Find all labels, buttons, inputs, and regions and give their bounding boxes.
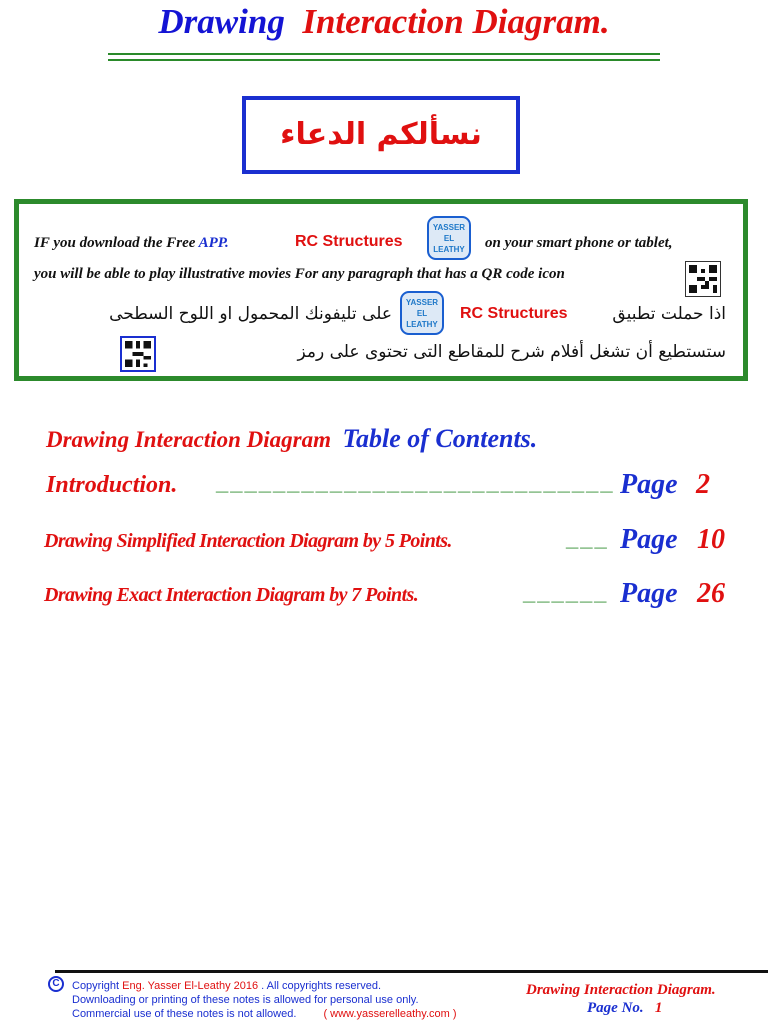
title-underline-top bbox=[108, 53, 660, 55]
footer-rule bbox=[55, 970, 768, 973]
app-word: APP. bbox=[198, 235, 229, 251]
app-notice-en-line1 bbox=[34, 235, 229, 252]
title-underline-bottom bbox=[108, 59, 660, 61]
app-icon[interactable] bbox=[427, 216, 471, 260]
app-icon-ar[interactable] bbox=[400, 291, 444, 335]
app-name-en: RC Structures bbox=[295, 233, 403, 250]
footer-author: Eng. Yasser El-Leathy 2016 bbox=[122, 980, 259, 992]
toc-entry-page-number: 26 bbox=[697, 578, 725, 609]
title-part2: Interaction Diagram. bbox=[302, 2, 610, 41]
toc-entry-title[interactable]: Drawing Simplified Interaction Diagram by 5 Points. bbox=[44, 530, 452, 552]
app-notice-en-line2: you will be able to play illustrative movies For any paragraph that has a QR code icon bbox=[34, 266, 565, 282]
prayer-box bbox=[242, 96, 520, 174]
app-icon-ar-label1: YASSER bbox=[405, 297, 439, 307]
ar-line1-start: اذا حملت تطبيق bbox=[612, 304, 726, 324]
ar-line1-end: على تليفونك المحمول او اللوح السطحى bbox=[109, 304, 392, 324]
toc-entry-page-label: Page bbox=[620, 524, 678, 555]
qr-code-icon-ar[interactable] bbox=[120, 336, 156, 372]
toc-entry-title[interactable]: Drawing Exact Interaction Diagram by 7 Points. bbox=[44, 584, 419, 606]
toc-heading-part2: Table of Contents. bbox=[342, 424, 538, 453]
app-icon-ar-label2: EL LEATHY bbox=[406, 308, 438, 329]
qr-code-icon[interactable] bbox=[685, 261, 721, 297]
footer-line2: Downloading or printing of these notes is allowed for personal use only. bbox=[72, 994, 419, 1006]
prayer-text: نسألكم الدعاء bbox=[280, 117, 482, 152]
toc-entry-title[interactable]: Introduction. bbox=[46, 472, 178, 498]
footer-line3 bbox=[72, 1008, 457, 1020]
en-line1-start: IF you download the Free bbox=[34, 235, 196, 251]
app-icon-label1: YASSER bbox=[432, 222, 466, 232]
footer-page-number: 1 bbox=[654, 1000, 663, 1016]
footer-website-link[interactable]: ( www.yasserelleathy.com ) bbox=[323, 1008, 457, 1020]
footer-page bbox=[587, 1000, 662, 1017]
toc-heading-part1: Drawing Interaction Diagram bbox=[46, 427, 331, 452]
en-line1-end: on your smart phone or tablet, bbox=[485, 235, 673, 251]
app-name-ar: RC Structures bbox=[460, 305, 568, 322]
toc-entry-dashes: ______ bbox=[523, 580, 609, 605]
toc-entry-page-number: 10 bbox=[697, 524, 725, 555]
toc-entry-dashes: ___ bbox=[566, 526, 609, 551]
footer-line1 bbox=[72, 980, 381, 992]
toc-entry-page-label: Page bbox=[620, 578, 678, 609]
footer-copyright-label: Copyright bbox=[72, 980, 120, 992]
toc-entry-dashes: ____________________________ bbox=[216, 470, 615, 495]
footer-page-label: Page No. bbox=[587, 1000, 644, 1016]
toc-entry-page-label: Page bbox=[620, 469, 678, 500]
ar-line2: ستستطيع أن تشغل أفلام شرح للمقاطع التى تحتوى على رمز bbox=[297, 342, 726, 362]
copyright-icon: C bbox=[48, 976, 64, 992]
title-part1: Drawing bbox=[158, 2, 285, 41]
footer-commercial: Commercial use of these notes is not allowed. bbox=[72, 1008, 297, 1020]
toc-heading bbox=[46, 424, 537, 454]
toc-entry-page-number: 2 bbox=[696, 469, 710, 500]
footer-doc-title: Drawing Interaction Diagram. bbox=[526, 982, 716, 998]
footer-rights: . All copyrights reserved. bbox=[261, 980, 382, 992]
page-title bbox=[0, 2, 768, 42]
app-icon-label2: EL LEATHY bbox=[433, 233, 465, 254]
